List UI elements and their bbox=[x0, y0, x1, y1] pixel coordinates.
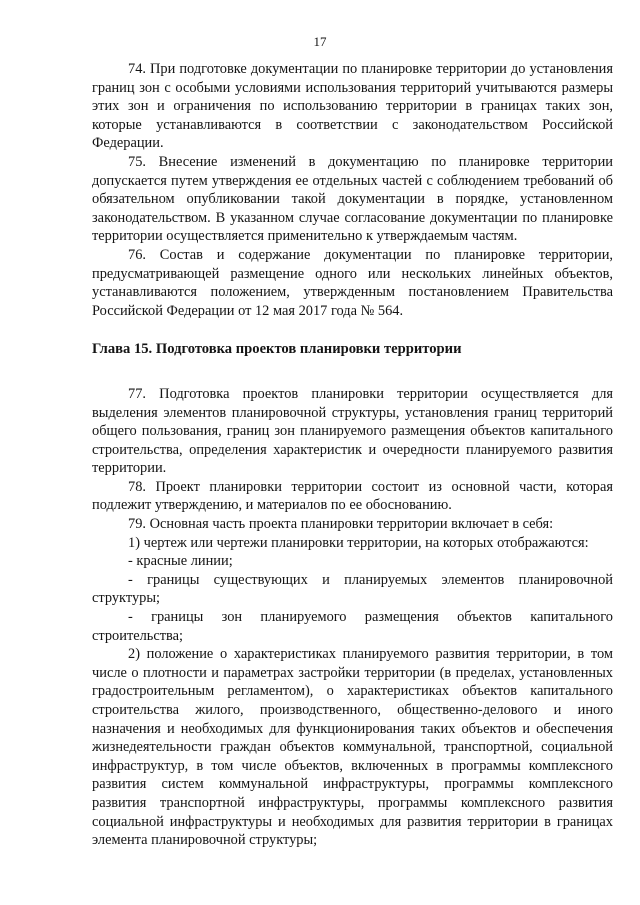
document-body bbox=[92, 60, 613, 850]
sub-item-structure-boundaries: - границы существующих и планируемых элементов планировочной структуры; bbox=[92, 571, 613, 607]
sub-item-zone-boundaries: - границы зон планируемого размещения объектов капитального строительства; bbox=[92, 609, 613, 644]
paragraph-76: 76. Состав и содержание документации по планировке территории, предусматривающей размещение одного или нескольких линейных объектов, устанавливаются положением, утвержденным постановлением Правительства Российской Федерации от 12 мая 2017 года № 564. bbox=[92, 246, 613, 319]
paragraph-77: 77. Подготовка проектов планировки территории осуществляется для выделения элементов планировочной структуры, установления границ территорий общего пользования, границ зон планируемого размещения объектов капитального строительства, определения характеристик и очередности планируемого развития территории. bbox=[92, 385, 613, 477]
chapter-heading: Глава 15. Подготовка проектов планировки территории bbox=[92, 341, 462, 358]
page-number: 17 bbox=[313, 34, 327, 49]
sub-item-red-lines: - красные линии; bbox=[128, 553, 233, 570]
list-item-1: 1) чертеж или чертежи планировки территории, на которых отображаются: bbox=[128, 534, 589, 551]
paragraph-79: 79. Основная часть проекта планировки территории включает в себя: bbox=[128, 516, 554, 533]
paragraph-78: 78. Проект планировки территории состоит из основной части, которая подлежит утверждению, и материалов по ее обоснованию. bbox=[92, 478, 613, 514]
paragraph-74: 74. При подготовке документации по планировке территории до установления границ зон с особыми условиями использования территорий учитываются размеры этих зон и ограничения по использованию территории в границах таких зон, которые устанавливаются в соответствии с законодательством Российской Федерации. bbox=[92, 61, 613, 152]
paragraph-75: 75. Внесение изменений в документацию по планировке территории допускается путем утверждения ее отдельных частей с соблюдением требований об обязательном опубликовании такой документации в порядке, установленном законодательством. В указанном случае согласование документации по планировке территории осуществляется применительно к утверждаемым частям. bbox=[92, 153, 613, 245]
list-item-2: 2) положение о характеристиках планируемого развития территории, в том числе о плотности и параметрах застройки территории (в пределах, установленных градостроительным регламентом), о характеристиках объектов капитального строительства жилого, производственного, общественно-делового и иного назначения и необходимых для функционирования таких объектов и обеспечения жизнедеятельности граждан объектов коммунальной, транспортной, социальной инфраструктур, в том числе объектов, включенных в программы комплексного развития систем коммунальной инфраструктуры, программы комплексного развития транспортной инфраструктуры, программы комплексного развития социальной инфраструктуры и необходимых для развития территории в границах элемента планировочной структуры; bbox=[92, 646, 613, 849]
